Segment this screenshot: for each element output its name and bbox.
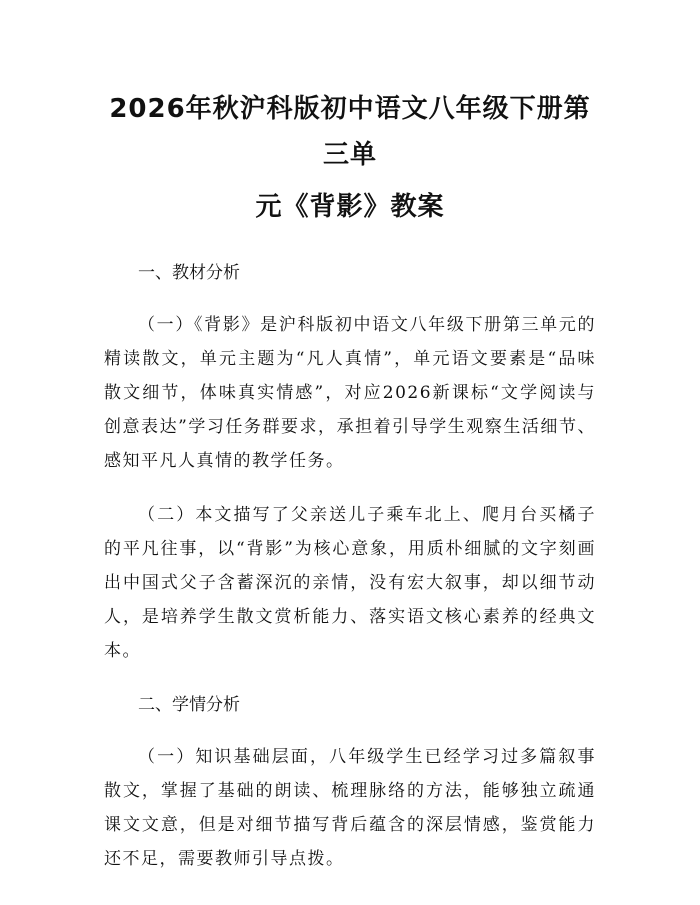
section-textbook-analysis — [104, 258, 596, 668]
paragraph: （一）《背影》是沪科版初中语文八年级下册第三单元的精读散文，单元主题为“凡人真情”，单元语文要素是“品味散文细节，体味真实情感”，对应2026新课标“文学阅读与创意表达”学习任务群要求，承担着引导学生观察生活细节、感知平凡人真情的教学任务。 — [104, 315, 596, 471]
paragraph: （一）知识基础层面，八年级学生已经学习过多篇叙事散文，掌握了基础的朗读、梳理脉络的方法，能够独立疏通课文文意，但是对细节描写背后蕴含的深层情感，鉴赏能力还不足，需要教师引导点拨。 — [104, 747, 596, 869]
section-student-analysis — [104, 690, 596, 876]
title-line-1: 2026年秋沪科版初中语文八年级下册第三单 — [109, 94, 591, 170]
document-title — [104, 86, 596, 230]
section-heading: 二、学情分析 — [138, 695, 240, 715]
paragraph: （二）本文描写了父亲送儿子乘车北上、爬月台买橘子的平凡往事，以“背影”为核心意象，用质朴细腻的文字刻画出中国式父子含蓄深沉的亲情，没有宏大叙事，却以细节动人，是培养学生散文赏析能力、落实语文核心素养的经典文本。 — [104, 505, 596, 661]
title-line-2: 元《背影》教案 — [255, 192, 445, 222]
section-heading: 一、教材分析 — [138, 263, 240, 283]
